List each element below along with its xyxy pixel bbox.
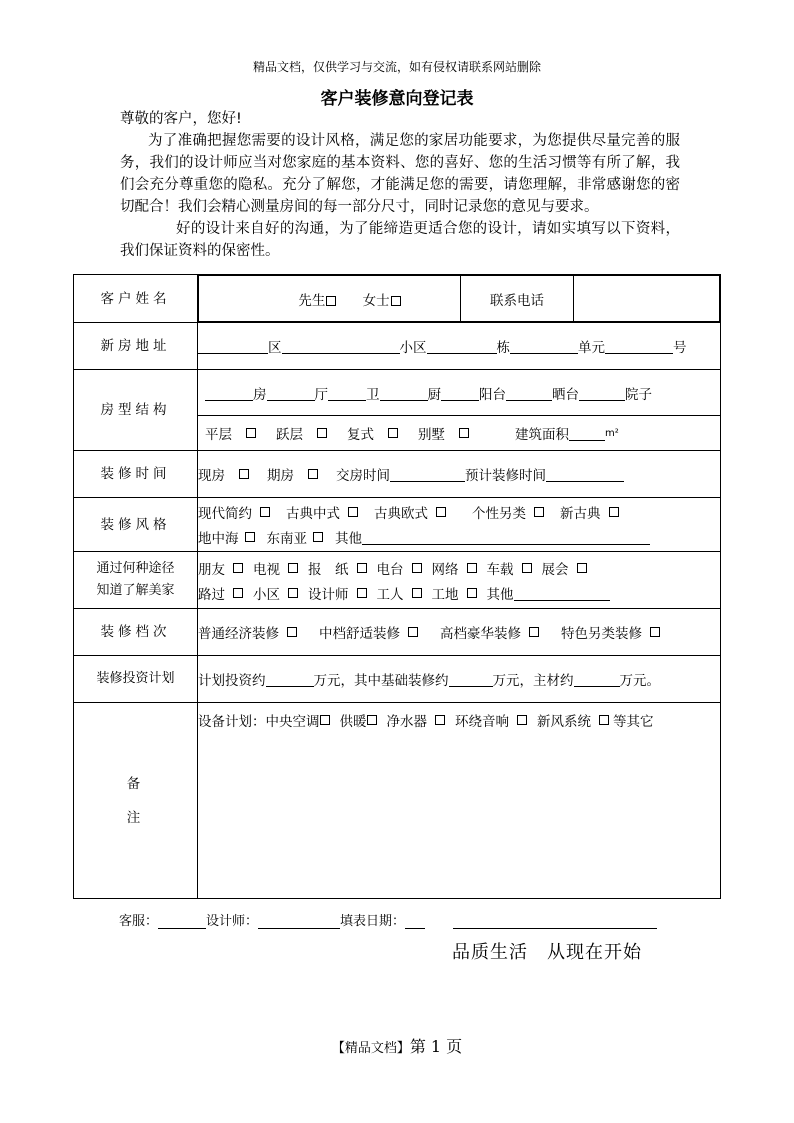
type-label: 复式 <box>347 427 374 443</box>
style-option: 东南亚 <box>266 531 307 547</box>
room-label: 房 <box>253 386 267 403</box>
page-prefix: 【精品文档】 <box>331 1041 410 1056</box>
footer-designer-label: 设计师： <box>206 914 259 929</box>
footer-service-label: 客服： <box>119 914 159 929</box>
layout-cell <box>198 370 721 451</box>
row-name <box>74 275 721 323</box>
address-building: 栋 <box>496 340 510 356</box>
blank[interactable] <box>198 338 268 354</box>
time-ready: 现房 <box>198 468 225 484</box>
footer-signatures <box>119 910 657 929</box>
footer-date-label: 填表日期： <box>340 914 406 929</box>
page-text: 第 1 页 <box>409 1037 463 1056</box>
checkbox[interactable] <box>517 715 527 725</box>
room-label: 厅 <box>314 386 328 403</box>
checkbox[interactable] <box>577 563 587 573</box>
label-remarks-2: 注 <box>126 809 145 826</box>
channel-option: 小区 <box>253 586 280 603</box>
channel-option: 朋友 <box>198 561 225 578</box>
checkbox[interactable] <box>288 563 298 573</box>
watermark-text: 精品文档，仅供学习与交流，如有侵权请联系网站删除 <box>252 60 541 74</box>
checkbox[interactable] <box>650 627 660 637</box>
label-phone: 联系电话 <box>461 276 574 322</box>
checkbox[interactable] <box>522 563 532 573</box>
checkbox[interactable] <box>412 563 422 573</box>
checkbox[interactable] <box>534 507 544 517</box>
page-number <box>0 1034 794 1057</box>
area-label: 建筑面积 <box>515 427 569 443</box>
room-label: 卫 <box>366 386 380 403</box>
label-style: 装修风格 <box>74 498 198 552</box>
row-time <box>74 451 721 498</box>
blank[interactable] <box>510 338 578 354</box>
checkbox[interactable] <box>239 469 249 479</box>
blank[interactable] <box>158 913 206 929</box>
equip-option: 中央空调 <box>265 713 320 730</box>
channel-options[interactable] <box>198 552 721 609</box>
blank[interactable] <box>449 671 493 687</box>
address-district: 区 <box>268 340 282 356</box>
checkbox[interactable] <box>233 563 243 573</box>
row-channel <box>74 552 721 609</box>
channel-option: 路过 <box>198 586 225 603</box>
channel-option: 车载 <box>486 561 514 578</box>
budget-text: 万元，主材约 <box>492 673 574 689</box>
time-fields[interactable] <box>198 451 721 498</box>
label-address: 新房地址 <box>74 323 198 370</box>
style-option: 古典欧式 <box>374 506 428 522</box>
checkbox[interactable] <box>609 507 619 517</box>
area-unit: m² <box>605 427 619 439</box>
equip-option: 净水器 <box>386 713 427 730</box>
checkbox[interactable] <box>367 715 377 725</box>
checkbox[interactable] <box>467 588 477 598</box>
intro-paragraph-1 <box>120 130 680 218</box>
grade-option: 高档豪华装修 <box>440 626 521 642</box>
registration-table <box>73 274 721 899</box>
budget-text: 万元，其中基础装修约 <box>313 673 449 689</box>
label-channel <box>74 552 198 609</box>
address-unit: 单元 <box>578 340 605 356</box>
checkbox[interactable] <box>459 428 469 438</box>
blank[interactable] <box>266 671 314 687</box>
checkbox[interactable] <box>388 428 398 438</box>
greeting: 尊敬的客户，您好! <box>120 111 242 127</box>
grade-options[interactable] <box>198 609 721 656</box>
row-style <box>74 498 721 552</box>
blank[interactable] <box>380 385 428 401</box>
address-number: 号 <box>673 340 687 356</box>
type-label: 跃层 <box>276 427 303 443</box>
type-label: 别墅 <box>418 427 445 443</box>
gender-mr[interactable] <box>298 293 336 309</box>
intro-paragraph-2-text: 好的设计来自好的沟通，为了能缔造更适合您的设计，请如实填写以下资料，我们保证资料的保密性。 <box>120 221 680 259</box>
checkbox[interactable] <box>357 563 367 573</box>
address-community: 小区 <box>399 340 427 356</box>
label-layout: 房型结构 <box>74 370 198 451</box>
label-channel-line2: 知道了解美家 <box>96 583 175 598</box>
intro-text <box>120 108 680 262</box>
channel-option: 设计师 <box>308 586 349 603</box>
checkbox[interactable] <box>288 588 298 598</box>
blank[interactable] <box>453 913 657 929</box>
style-option: 个性另类 <box>472 506 526 522</box>
budget-text: 计划投资约 <box>198 673 266 689</box>
channel-option: 电视 <box>253 561 280 578</box>
room-label: 厨 <box>427 386 441 403</box>
label-channel-line1: 通过何种途径 <box>96 561 175 576</box>
blank[interactable] <box>405 913 425 929</box>
row-remarks <box>74 703 721 899</box>
channel-option: 网络 <box>431 561 459 578</box>
gender-options[interactable] <box>199 276 461 322</box>
blank[interactable] <box>506 385 552 401</box>
checkbox[interactable] <box>260 507 270 517</box>
phone-field[interactable] <box>574 276 720 322</box>
checkbox[interactable] <box>436 507 446 517</box>
label-grade: 装修档次 <box>74 609 198 656</box>
blank[interactable] <box>362 529 650 545</box>
form-title: 客户装修意向登记表 <box>320 89 474 109</box>
checkbox[interactable] <box>408 627 418 637</box>
checkbox[interactable] <box>320 715 330 725</box>
address-fields[interactable] <box>198 323 721 370</box>
checkbox[interactable] <box>467 563 477 573</box>
channel-option: 电台 <box>376 561 404 578</box>
blank[interactable] <box>441 385 479 401</box>
slogan: 品质生活 从现在开始 <box>452 942 642 963</box>
blank[interactable] <box>574 671 620 687</box>
blank[interactable] <box>427 338 497 354</box>
checkbox[interactable] <box>348 507 358 517</box>
style-options[interactable] <box>198 498 721 552</box>
row-layout <box>74 370 721 451</box>
blank[interactable] <box>267 385 315 401</box>
layout-rooms[interactable] <box>198 370 720 416</box>
channel-option: 展会 <box>541 561 569 578</box>
name-cell <box>198 275 721 323</box>
blank[interactable] <box>390 466 465 482</box>
gender-ms-label: 女士 <box>362 292 390 309</box>
equip-prefix: 设备计划： <box>198 713 266 730</box>
style-option: 古典中式 <box>286 506 340 522</box>
blank[interactable] <box>605 338 673 354</box>
channel-other: 其他 <box>486 586 514 603</box>
layout-types[interactable] <box>198 416 720 450</box>
label-remarks <box>74 703 198 899</box>
checkbox[interactable] <box>313 532 323 542</box>
checkbox[interactable] <box>246 428 256 438</box>
intro-paragraph-1-text: 为了准确把握您需要的设计风格，满足您的家居功能要求，为您提供尽量完善的服务，我们的设计师应当对您家庭的基本资料、您的喜好、您的生活习惯等有所了解，我们会充分尊重您的隐私。充分了解您，才能满足您的需要，请您理解，非常感谢您的密切配合！我们会精心测量房间的每一部分尺寸，同时记录您的意见与要求。 <box>120 133 680 215</box>
budget-fields[interactable] <box>198 656 721 703</box>
equip-option: 环绕音响 <box>455 713 509 730</box>
style-option: 地中海 <box>198 531 239 547</box>
checkbox[interactable] <box>357 588 367 598</box>
checkbox[interactable] <box>529 627 539 637</box>
checkbox[interactable] <box>412 588 422 598</box>
label-name: 客户姓名 <box>74 275 198 323</box>
channel-option: 工地 <box>431 586 459 603</box>
checkbox[interactable] <box>599 715 609 725</box>
checkbox[interactable] <box>287 627 297 637</box>
label-budget: 装修投资计划 <box>74 656 198 703</box>
blank[interactable] <box>546 466 624 482</box>
grade-option: 中档舒适装修 <box>319 626 400 642</box>
checkbox[interactable] <box>308 469 318 479</box>
checkbox[interactable] <box>317 428 327 438</box>
equip-others: 等其它 <box>613 713 654 730</box>
grade-option: 特色另类装修 <box>561 626 642 642</box>
intro-paragraph-2 <box>120 218 680 262</box>
row-budget <box>74 656 721 703</box>
room-label: 晒台 <box>552 386 579 403</box>
checkbox[interactable] <box>326 296 336 306</box>
blank[interactable] <box>569 425 605 441</box>
checkbox[interactable] <box>233 588 243 598</box>
type-label: 平层 <box>205 427 232 443</box>
style-option: 现代简约 <box>198 506 252 522</box>
checkbox[interactable] <box>391 296 401 306</box>
room-label: 院子 <box>625 386 652 403</box>
row-grade <box>74 609 721 656</box>
style-other: 其他 <box>335 531 362 547</box>
style-option: 新古典 <box>560 506 601 522</box>
gender-ms[interactable] <box>363 293 401 309</box>
blank[interactable] <box>205 385 253 401</box>
checkbox[interactable] <box>435 715 445 725</box>
remarks-area[interactable] <box>198 703 721 899</box>
name-inner <box>198 275 720 322</box>
blank[interactable] <box>514 585 610 601</box>
grade-option: 普通经济装修 <box>198 626 279 642</box>
row-address <box>74 323 721 370</box>
channel-option: 工人 <box>376 586 404 603</box>
blank[interactable] <box>258 913 340 929</box>
label-time: 装修时间 <box>74 451 198 498</box>
blank[interactable] <box>328 385 366 401</box>
equip-option: 供暖 <box>339 713 367 730</box>
blank[interactable] <box>579 385 625 401</box>
gender-mr-label: 先生 <box>298 292 326 309</box>
channel-option: 报 纸 <box>308 561 349 578</box>
room-label: 阳台 <box>479 386 506 403</box>
checkbox[interactable] <box>245 532 255 542</box>
blank[interactable] <box>282 338 400 354</box>
equip-option: 新风系统 <box>537 713 591 730</box>
time-handover: 交房时间 <box>336 468 390 484</box>
time-planned: 预计装修时间 <box>465 468 546 484</box>
label-remarks-1: 备 <box>126 775 145 792</box>
time-future: 期房 <box>267 468 294 484</box>
budget-text: 万元。 <box>619 673 660 689</box>
